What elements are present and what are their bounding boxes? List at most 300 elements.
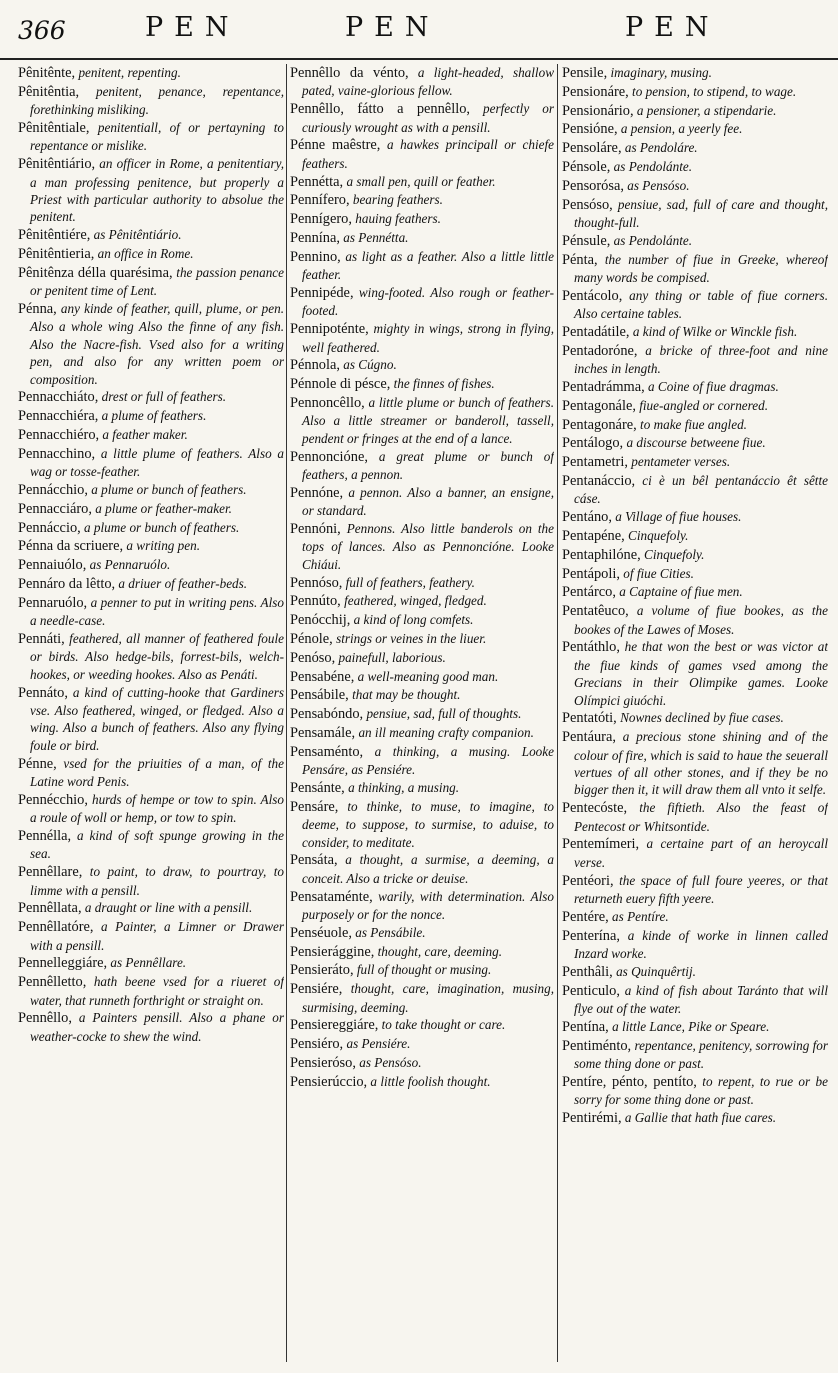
entry-definition: as Quinquêrtij. <box>612 963 696 979</box>
entry-definition: a kind of Wilke or Winckle fish. <box>629 323 798 339</box>
entry-headword: Pennacchino, <box>18 445 96 462</box>
entry-definition: as Pennêllare. <box>107 955 187 971</box>
entry-definition: a Gallie that hath fiue cares. <box>621 1110 777 1125</box>
entry-headword: Pênitêntia, <box>18 83 80 100</box>
entry-headword: Pentadrámma, <box>562 378 645 395</box>
entry-definition: as Pensiére. <box>343 1036 411 1052</box>
entry-headword: Pensiereggiáre, <box>290 1017 379 1034</box>
dictionary-entry <box>18 407 284 425</box>
entry-definition: penitentiall, of or pertayning to repentance or mislike. <box>30 120 284 154</box>
entry-headword: Pennêllare, <box>18 864 83 881</box>
dictionary-entry <box>18 388 284 406</box>
dictionary-entry <box>562 64 828 82</box>
dictionary-entry <box>18 791 284 827</box>
entry-definition: to make fiue angled. <box>636 416 747 432</box>
entry-definition: drest or full of feathers. <box>98 389 227 405</box>
entry-headword: Pentemímeri, <box>562 836 640 853</box>
entry-definition: a precious stone shining and of the colour of fire, which is said to haue the seuerall vertues of all other stones, and if they be no bigger then it, it will draw them all vnto it selfe. <box>574 729 828 798</box>
dictionary-entry <box>562 472 828 508</box>
dictionary-entry <box>562 728 828 799</box>
dictionary-entry <box>290 743 554 779</box>
dictionary-entry <box>562 583 828 601</box>
entry-headword: Pennipoténte, <box>290 321 369 338</box>
entry-headword: Pensáre, <box>290 798 339 815</box>
dictionary-entry <box>290 724 554 742</box>
entry-definition: imaginary, musing. <box>607 65 712 80</box>
entry-headword: Pentadoróne, <box>562 342 638 359</box>
dictionary-entry <box>290 630 554 648</box>
entry-definition: of fiue Cities. <box>619 565 694 581</box>
column-divider <box>557 64 558 1362</box>
entry-definition: as Pênitêntiário. <box>90 227 182 243</box>
entry-definition: pensiue, sad, full of thoughts. <box>363 706 522 722</box>
entry-headword: Pensabéne, <box>290 668 355 685</box>
dictionary-entry <box>18 755 284 791</box>
dictionary-entry <box>290 592 554 610</box>
dictionary-entry <box>290 394 554 447</box>
entry-definition: as Pennétta. <box>339 230 409 245</box>
entry-headword: Pennífero, <box>290 192 350 209</box>
dictionary-entry <box>562 602 828 638</box>
entry-definition: a Painters pensill. Also a phane or weather-cocke to shew the wind. <box>30 1010 284 1044</box>
entry-headword: Pénta, <box>562 251 598 268</box>
dictionary-entry <box>18 827 284 863</box>
entry-definition: penitent, penance, repentance, forethinking misliking. <box>30 83 284 118</box>
entry-definition: a small pen, quill or feather. <box>343 173 496 189</box>
entry-definition: he that won the best or was victor at the fiue kinds of games vsed among the Grecians in their Olimpike games. Looke Olímpici giuóchi. <box>574 639 828 708</box>
entry-definition: a plume or feather-maker. <box>91 500 232 516</box>
dictionary-entry <box>562 1109 828 1127</box>
entry-headword: Pentiménto, <box>562 1037 632 1054</box>
dictionary-entry <box>18 630 284 683</box>
entry-headword: Pensile, <box>562 65 608 81</box>
dictionary-entry <box>18 556 284 574</box>
entry-headword: Pentápoli, <box>562 565 620 582</box>
entry-definition: Nownes declined by fiue cases. <box>616 710 784 726</box>
entry-headword: Pensióne, <box>562 121 618 138</box>
dictionary-entry <box>562 508 828 526</box>
entry-headword: Pennélla, <box>18 828 72 845</box>
column-middle <box>290 64 554 1366</box>
dictionary-entry <box>18 973 284 1009</box>
entry-definition: feathered, winged, fledged. <box>340 593 487 609</box>
dictionary-entry <box>290 191 554 209</box>
entry-headword: Pensierúccio, <box>290 1073 368 1090</box>
dictionary-entry <box>562 638 828 709</box>
dictionary-entry <box>290 64 554 100</box>
entry-headword: Pennáti, <box>18 631 65 648</box>
entry-headword: Pennóso, <box>290 574 343 591</box>
entry-definition: the number of fiue in Greeke, whereof many words be compised. <box>574 251 828 285</box>
entry-headword: Pensionário, <box>562 102 634 119</box>
dictionary-entry <box>562 982 828 1018</box>
entry-definition: painefull, laborious. <box>335 649 446 665</box>
dictionary-entry <box>290 284 554 320</box>
entry-definition: hurds of hempe or tow to spin. Also a roule of woll or hemp, or tow to spin. <box>30 791 284 826</box>
dictionary-entry <box>562 416 828 434</box>
entry-definition: feathered, all manner of feathered foule or birds. Also hedge-bils, forrest-bils, welch-hookes, or weeding hookes. Also as Penáti. <box>30 631 284 682</box>
entry-headword: Penóso, <box>290 649 336 666</box>
dictionary-entry <box>18 918 284 954</box>
entry-headword: Pensionáre, <box>562 83 629 100</box>
dictionary-entry <box>562 546 828 564</box>
entry-definition: to paint, to draw, to pourtray, to limme with a pensill. <box>30 864 284 898</box>
entry-headword: Pennacchiáto, <box>18 389 99 406</box>
entry-headword: Pentaphilóne, <box>562 546 641 563</box>
entry-definition: Cinquefoly. <box>624 527 689 543</box>
dictionary-entry <box>290 1035 554 1053</box>
entry-headword: Pennígero, <box>290 211 352 228</box>
entry-definition: a feather maker. <box>99 427 188 443</box>
entry-definition: pentameter verses. <box>627 454 731 470</box>
dictionary-entry <box>290 705 554 723</box>
entry-headword: Pentálogo, <box>562 435 624 452</box>
dictionary-entry <box>18 537 284 555</box>
entry-definition: Pennons. Also little banderols on the tops of lances. Also as Pennoncióne. Looke Chiáui. <box>302 521 554 572</box>
dictionary-entry <box>290 980 554 1016</box>
entry-definition: as Pensóso. <box>355 1055 422 1070</box>
dictionary-entry <box>18 594 284 630</box>
entry-headword: Pénne maêstre, <box>290 137 381 154</box>
entry-definition: a Coine of fiue dragmas. <box>644 378 779 394</box>
page-header <box>0 0 838 60</box>
entry-definition: a pensioner, a stipendarie. <box>633 102 777 118</box>
entry-definition: as Pennaruólo. <box>86 557 171 573</box>
column-right <box>562 64 828 1366</box>
entry-headword: Pentína, <box>562 1018 609 1035</box>
dictionary-entry <box>562 342 828 378</box>
entry-headword: Pennóni, <box>290 521 341 538</box>
entry-definition: a bricke of three-foot and nine inches in length. <box>574 342 828 377</box>
entry-headword: Pennúto, <box>290 593 341 610</box>
entry-definition: strings or veines in the liuer. <box>332 631 487 647</box>
dictionary-entry <box>290 888 554 924</box>
entry-definition: a certaine part of an heroycall verse. <box>574 836 828 870</box>
entry-headword: Pénsule, <box>562 232 611 249</box>
entry-headword: Pennipéde, <box>290 285 354 301</box>
dictionary-entry <box>290 611 554 629</box>
dictionary-entry <box>290 520 554 573</box>
entry-definition: to take thought or care. <box>378 1017 506 1033</box>
entry-definition: a little foolish thought. <box>367 1073 491 1089</box>
entry-headword: Pennáto, <box>18 684 68 701</box>
entry-headword: Penticulo, <box>562 982 620 999</box>
entry-definition: bearing feathers. <box>349 192 443 208</box>
dictionary-entry <box>562 963 828 981</box>
dictionary-entry <box>18 1009 284 1045</box>
entry-headword: Pénna, <box>18 301 57 318</box>
entry-definition: thought, care, deeming. <box>374 943 503 959</box>
entry-headword: Pentagonáre, <box>562 416 637 433</box>
dictionary-entry <box>290 943 554 961</box>
dictionary-entry <box>562 799 828 835</box>
entry-headword: Pensábile, <box>290 687 349 704</box>
dictionary-entry <box>18 119 284 155</box>
entry-definition: as Pentíre. <box>608 908 669 924</box>
dictionary-entry <box>18 83 284 119</box>
entry-headword: Pensiére, <box>290 981 343 998</box>
entry-headword: Pensoláre, <box>562 140 622 157</box>
entry-headword: Pennétta, <box>290 173 344 190</box>
entry-headword: Pennêllo da vénto, <box>290 65 409 81</box>
entry-definition: the finnes of fishes. <box>390 376 495 392</box>
entry-headword: Pensabóndo, <box>290 706 364 723</box>
entry-definition: the passion penance or penitent time of Lent. <box>30 264 284 299</box>
dictionary-entry <box>18 481 284 499</box>
entry-definition: a light-headed, shallow pated, vaine-glorious fellow. <box>302 65 554 99</box>
entry-definition: a plume or bunch of feathers. <box>87 482 247 498</box>
entry-definition: a Captaine of fiue men. <box>615 584 743 600</box>
entry-headword: Pentirémi, <box>562 1110 622 1126</box>
dictionary-entry <box>18 684 284 755</box>
dictionary-entry <box>562 139 828 157</box>
entry-definition: as Pendolánte. <box>610 158 693 174</box>
entry-definition: as Pensóso. <box>623 177 690 193</box>
entry-headword: Penterína, <box>562 927 620 944</box>
entry-headword: Pénnole di pésce, <box>290 376 391 393</box>
entry-headword: Pensóso, <box>562 196 613 213</box>
entry-headword: Pénne, <box>18 755 57 772</box>
entry-headword: Pennáccio, <box>18 519 81 536</box>
entry-headword: Pentárco, <box>562 584 616 601</box>
dictionary-entry <box>562 177 828 195</box>
dictionary-entry <box>562 565 828 583</box>
entry-headword: Pennaiuólo, <box>18 557 87 574</box>
dictionary-entry <box>562 927 828 963</box>
entry-headword: Pennacchiéro, <box>18 427 100 444</box>
dictionary-entry <box>290 356 554 374</box>
entry-definition: a kind of cutting-hooke that Gardiners vse. Also feathered, winged, or fledged. Also a wing. Also a bunch of feathers. Also any flying foule or bird. <box>30 684 284 753</box>
entry-definition: as Pendoláre. <box>621 140 698 156</box>
entry-headword: Pensieráto, <box>290 962 354 979</box>
entry-definition: full of feathers, feathery. <box>342 574 475 590</box>
page-number: 366 <box>18 16 66 45</box>
entry-headword: Pênitêntiére, <box>18 227 91 244</box>
entry-headword: Pennóne, <box>290 484 344 501</box>
entry-definition: a little plume or bunch of feathers. Also a little streamer or banderoll, tassell, pendent or fringes at the end of a lance. <box>302 395 554 446</box>
entry-definition: repentance, penitency, sorrowing for some thing done or past. <box>574 1037 828 1071</box>
dictionary-entry <box>562 453 828 471</box>
dictionary-entry <box>290 574 554 592</box>
entry-headword: Pensiéro, <box>290 1036 344 1053</box>
running-head-right: PEN <box>625 12 720 43</box>
entry-definition: as Pensábile. <box>351 924 426 940</box>
entry-definition: any thing or table of fiue corners. Also certaine tables. <box>574 287 828 322</box>
entry-headword: Pennoncióne, <box>290 448 368 465</box>
entry-headword: Pentéori, <box>562 872 614 889</box>
entry-headword: Pennécchio, <box>18 791 88 808</box>
entry-definition: as Cúgno. <box>339 357 397 373</box>
dictionary-entry <box>562 251 828 287</box>
entry-definition: a Village of fiue houses. <box>611 509 742 525</box>
entry-headword: Pentére, <box>562 908 609 925</box>
dictionary-entry <box>562 1037 828 1073</box>
entry-headword: Pensataménte, <box>290 888 373 905</box>
entry-headword: Pensánte, <box>290 780 345 796</box>
dictionary-entry <box>290 924 554 942</box>
entry-headword: Pénnola, <box>290 357 340 374</box>
dictionary-entry <box>290 1073 554 1091</box>
entry-headword: Pênitêntiale, <box>18 120 90 136</box>
entry-headword: Pentagonále, <box>562 397 636 414</box>
entry-headword: Pentácolo, <box>562 287 623 304</box>
entry-headword: Pênitênza délla quarésima, <box>18 264 173 281</box>
entry-headword: Pennacchiéra, <box>18 408 99 425</box>
entry-headword: Pênitêntiário, <box>18 156 96 173</box>
dictionary-entry <box>562 287 828 323</box>
entry-definition: a little Lance, Pike or Speare. <box>608 1018 770 1034</box>
entry-headword: Pennelleggiáre, <box>18 955 108 972</box>
entry-definition: hath beene vsed for a riueret of water, that runneth forthright or straight on. <box>30 974 284 1008</box>
entry-definition: a well-meaning good man. <box>354 668 499 684</box>
entry-definition: a writing pen. <box>123 538 201 554</box>
dictionary-entry <box>562 709 828 727</box>
dictionary-entry <box>18 445 284 481</box>
entry-definition: a pennon. Also a banner, an ensigne, or standard. <box>302 484 554 519</box>
dictionary-entry <box>290 668 554 686</box>
entry-definition: the fiftieth. Also the feast of Pentecost or Whitsontide. <box>574 800 828 834</box>
dictionary-entry <box>18 954 284 972</box>
entry-headword: Pénole, <box>290 631 333 648</box>
dictionary-entry <box>290 961 554 979</box>
entry-definition: a kind of soft spunge growing in the sea. <box>30 828 284 862</box>
dictionary-entry <box>18 64 284 82</box>
dictionary-entry <box>18 226 284 244</box>
dictionary-entry <box>290 320 554 356</box>
dictionary-entry <box>18 426 284 444</box>
dictionary-entry <box>562 323 828 341</box>
dictionary-entry <box>562 872 828 908</box>
dictionary-entry <box>290 229 554 247</box>
entry-definition: penitent, repenting. <box>75 65 181 80</box>
entry-definition: a thinking, a musing. Looke Pensáre, as Pensiére. <box>302 743 554 778</box>
entry-headword: Pénna da scriuere, <box>18 538 124 555</box>
entry-headword: Pensamále, <box>290 725 356 741</box>
entry-definition: vsed for the priuities of a man, of the Latine word Penis. <box>30 755 284 790</box>
entry-headword: Pennína, <box>290 230 340 246</box>
entry-headword: Pénsole, <box>562 158 611 175</box>
entry-headword: Pentecóste, <box>562 800 628 817</box>
running-head-left: PEN <box>145 12 240 43</box>
entry-definition: the space of full foure yeeres, or that returneth euery fifth yeere. <box>574 872 828 906</box>
dictionary-entry <box>18 519 284 537</box>
entry-headword: Pentáthlo, <box>562 639 620 656</box>
entry-definition: a kind of fish about Taránto that will flye out of the water. <box>574 982 828 1016</box>
entry-definition: a hawkes principall or chiefe feathers. <box>302 137 554 171</box>
dictionary-entry <box>18 899 284 917</box>
dictionary-entry <box>562 908 828 926</box>
entry-definition: a plume or bunch of feathers. <box>80 519 240 535</box>
entry-headword: Pentanáccio, <box>562 472 636 489</box>
column-divider <box>286 64 287 1362</box>
dictionary-entry <box>562 120 828 138</box>
dictionary-entry <box>562 378 828 396</box>
entry-definition: to repent, to rue or be sorry for some thing done or past. <box>574 1073 828 1108</box>
entry-definition: pensiue, sad, full of care and thought, thought-full. <box>574 196 828 230</box>
dictionary-entry <box>290 100 554 136</box>
entry-definition: mighty in wings, strong in flying, well feathered. <box>302 321 554 355</box>
dictionary-entry <box>18 300 284 388</box>
entry-headword: Pennáro da lêtto, <box>18 576 116 593</box>
entry-headword: Pentatóti, <box>562 710 617 727</box>
entry-definition: a Painter, a Limner or Drawer with a pensill. <box>30 919 284 953</box>
entry-definition: a kind of long comfets. <box>350 612 474 628</box>
entry-headword: Pensaménto, <box>290 743 364 760</box>
entry-definition: a draught or line with a pensill. <box>81 900 253 916</box>
dictionary-entry <box>290 136 554 172</box>
entry-headword: Pentíre, pénto, pentíto, <box>562 1073 697 1090</box>
dictionary-entry <box>290 1054 554 1072</box>
entry-headword: Pennoncêllo, <box>290 395 365 411</box>
dictionary-entry <box>290 484 554 520</box>
entry-headword: Pennácchio, <box>18 482 88 499</box>
entry-headword: Pennino, <box>290 248 341 265</box>
dictionary-entry <box>290 779 554 797</box>
entry-definition: as Pendolánte. <box>610 232 693 248</box>
entry-headword: Pênitêntieria, <box>18 246 95 263</box>
entry-headword: Pennêllo, <box>18 1010 72 1027</box>
dictionary-entry <box>18 500 284 518</box>
entry-definition: a thought, a surmise, a deeming, a conceit. Also a tricke or deuise. <box>302 852 554 886</box>
dictionary-entry <box>290 851 554 887</box>
column-left <box>18 64 284 1366</box>
entry-headword: Pensieróso, <box>290 1055 356 1071</box>
entry-definition: warily, with determination. Also purposely or for the nonce. <box>302 888 554 923</box>
entry-headword: Penócchij, <box>290 612 351 629</box>
entry-definition: Cinquefoly. <box>640 546 705 562</box>
dictionary-entry <box>562 83 828 101</box>
dictionary-entry <box>18 575 284 593</box>
dictionary-entry <box>562 102 828 120</box>
entry-headword: Pentáura, <box>562 729 616 746</box>
entry-headword: Pensorósa, <box>562 177 624 194</box>
entry-definition: an office in Rome. <box>94 246 194 262</box>
entry-definition: that may be thought. <box>348 687 461 703</box>
running-head-center: PEN <box>345 12 440 43</box>
dictionary-entry <box>562 1018 828 1036</box>
dictionary-entry <box>290 1016 554 1034</box>
entry-headword: Pentatêuco, <box>562 603 629 620</box>
entry-headword: Pennêllata, <box>18 900 82 917</box>
entry-definition: to pension, to stipend, to wage. <box>628 83 797 99</box>
entry-definition: hauing feathers. <box>351 211 441 227</box>
dictionary-entry <box>290 686 554 704</box>
entry-definition: wing-footed. Also rough or feather-footed. <box>302 285 554 319</box>
entry-definition: a volume of fiue bookes, as the bookes of the Lawes of Moses. <box>574 603 828 637</box>
entry-definition: an officer in Rome, a penitentiary, a man professing penitence, but properly a Priest with particular authority to absolue the penitent. <box>30 156 284 225</box>
entry-definition: perfectly or curiously wrought as with a pensill. <box>302 101 554 135</box>
entry-definition: fiue-angled or cornered. <box>635 397 769 413</box>
entry-definition: a kinde of worke in linnen called Inzard worke. <box>574 927 828 961</box>
entry-definition: a thinking, a musing. <box>344 780 460 795</box>
entry-definition: full of thought or musing. <box>353 962 492 978</box>
dictionary-entry <box>18 863 284 899</box>
entry-headword: Pensierággine, <box>290 943 375 960</box>
entry-definition: ci è un bêl pentanáccio êt sêtte cáse. <box>574 472 828 507</box>
dictionary-entry <box>18 245 284 263</box>
entry-definition: any kinde of feather, quill, plume, or pen. Also a whole wing Also the finne of any fish. Also the Nacre-fish. Vsed also for a writing pen, and also for any written poem or composition. <box>30 301 284 387</box>
dictionary-entry <box>290 649 554 667</box>
dictionary-entry <box>290 210 554 228</box>
entry-headword: Pênitênte, <box>18 65 76 81</box>
entry-definition: to thinke, to muse, to imagine, to deeme, to suppose, to surmise, to aduise, to consider, to meditate. <box>302 798 554 850</box>
dictionary-entry <box>18 155 284 226</box>
entry-headword: Pentapéne, <box>562 527 625 544</box>
entry-definition: a discourse betweene fiue. <box>623 435 766 451</box>
entry-definition: a pension, a yeerly fee. <box>617 121 743 137</box>
dictionary-entry <box>562 158 828 176</box>
dictionary-entry <box>290 798 554 851</box>
